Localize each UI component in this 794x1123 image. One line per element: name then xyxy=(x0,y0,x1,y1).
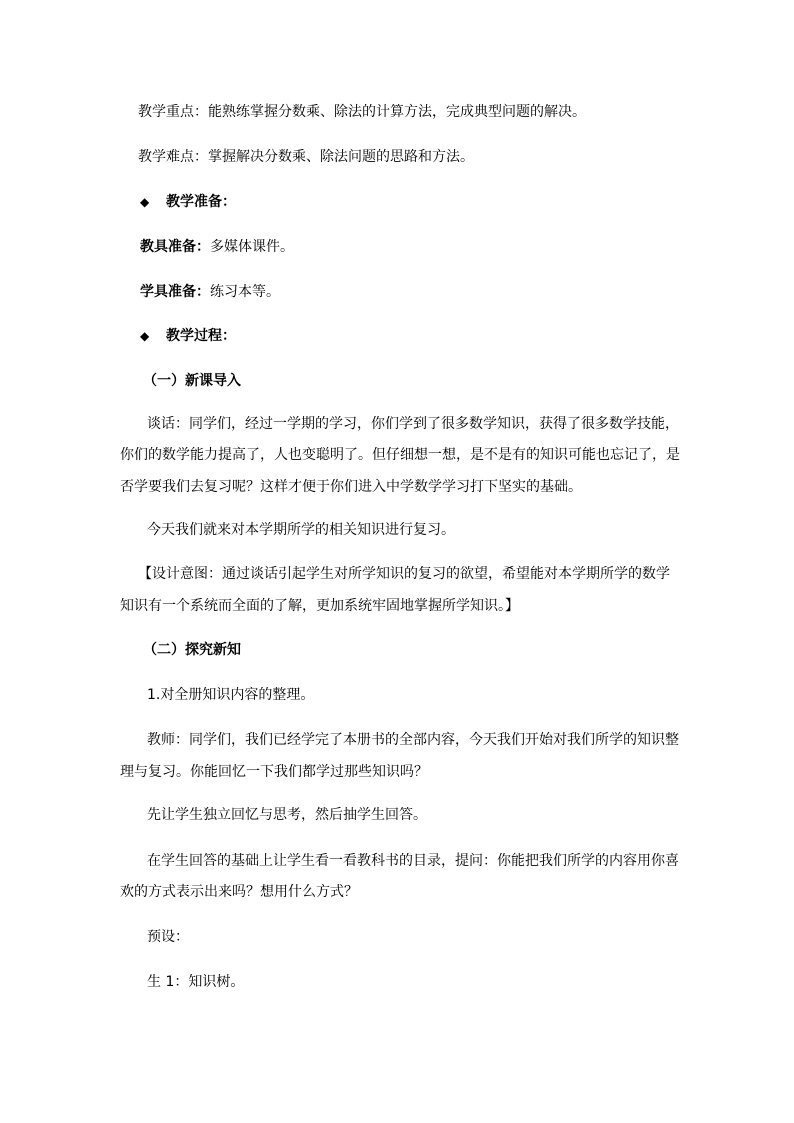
teacher-materials-label: 教具准备： xyxy=(140,239,210,255)
difficult-point: 教学难点：掌握解决分数乘、除法问题的思路和方法。 xyxy=(138,149,474,165)
teacher-line-2: 理与复习。你能回忆一下我们都学过那些知识吗？ xyxy=(120,764,428,780)
teacher-line-1: 教师：同学们，我们已经学完了本册书的全部内容，今天我们开始对我们所学的知识整 xyxy=(147,732,679,748)
teacher-materials-text: 多媒体课件。 xyxy=(210,239,294,255)
process-heading-text: 教学过程： xyxy=(166,328,236,344)
preparation-heading-text: 教学准备： xyxy=(166,194,236,210)
recall-text: 先让学生独立回忆与思考，然后抽学生回答。 xyxy=(147,807,427,823)
design-intent-line-2: 知识有一个系统而全面的了解，更加系统牢固地掌握所学知识。】 xyxy=(120,598,519,614)
key-point: 教学重点：能熟练掌握分数乘、除法的计算方法，完成典型问题的解决。 xyxy=(138,104,586,120)
talk-line-3: 否学要我们去复习呢？这样才便于你们进入中学数学学习打下坚实的基础。 xyxy=(120,479,582,495)
teacher-materials xyxy=(140,237,294,257)
preset-label: 预设： xyxy=(147,929,189,945)
section1-heading: （一）新课导入 xyxy=(143,373,241,389)
student-materials xyxy=(140,282,280,302)
talk-line-1: 谈话：同学们，经过一学期的学习，你们学到了很多数学知识，获得了很多数学技能， xyxy=(147,416,679,432)
design-intent-line-1: 【设计意图：通过谈话引起学生对所学知识的复习的欲望，希望能对本学期所学的数学 xyxy=(138,566,670,582)
diamond-bullet-icon: ◆ xyxy=(140,329,150,343)
today-text: 今天我们就来对本学期所学的相关知识进行复习。 xyxy=(147,522,455,538)
preparation-heading xyxy=(140,192,236,212)
diamond-bullet-icon: ◆ xyxy=(140,195,150,209)
ask-line-1: 在学生回答的基础上让学生看一看教科书的目录，提问：你能把我们所学的内容用你喜 xyxy=(147,853,679,869)
section2-heading: （二）探究新知 xyxy=(143,642,241,658)
item-1: 1.对全册知识内容的整理。 xyxy=(147,687,315,703)
student-materials-text: 练习本等。 xyxy=(210,284,280,300)
student-1-answer: 生 1：知识树。 xyxy=(147,974,245,990)
ask-line-2: 欢的方式表示出来吗？想用什么方式？ xyxy=(120,884,358,900)
process-heading xyxy=(140,326,236,346)
student-materials-label: 学具准备： xyxy=(140,284,210,300)
talk-line-2: 你们的数学能力提高了，人也变聪明了。但仔细想一想，是不是有的知识可能也忘记了，是 xyxy=(120,447,680,463)
